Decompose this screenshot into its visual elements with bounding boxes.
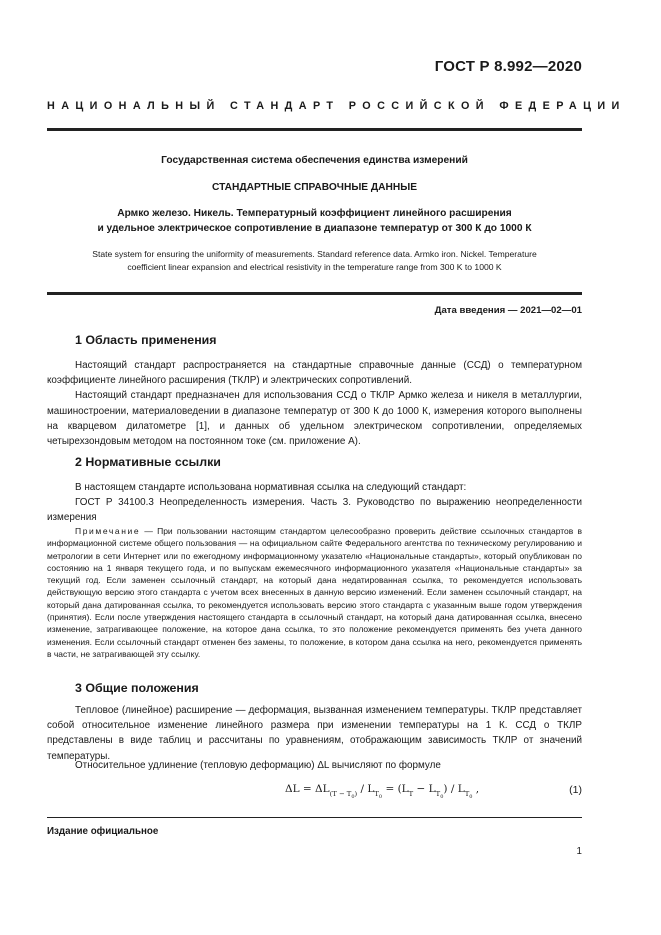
formula-number: (1) <box>569 784 582 796</box>
section-3-formula-intro-wrap <box>47 758 582 773</box>
page-number: 1 <box>576 846 582 857</box>
note-text: — При пользовании настоящим стандартом целесообразно проверить действие ссылочных стандартов в информационной системе общего пользования — на официальном сайте Федерального агентства по техническому регулированию и метрологии в сети Интернет или по ежегодному информационному указателю «Национальные стандарты», который опубликован по состоянию на 1 января текущего года, и по выпускам ежемесячного информационного указателя «Национальные стандарты» за текущий год. Если заменен ссылочный стандарт, на который дана недатированная ссылка, то рекомендуется использовать действующую версию этого стандарта с учетом всех внесенных в данную версию изменений. Если заменен ссылочный стандарт, на который дана датированная ссылка, то рекомендуется использовать версию этого стандарта с указанным выше годом утверждения (принятия). Если после утверждения настоящего стандарта в ссылочный стандарт, на который дана датированная ссылка, внесено изменение, затрагивающее положение, на которое дана ссылка, то это положение рекомендуется применять без учета данного изменения. Если ссылочный стандарт отменен без замены, то положение, в котором дана ссылка на него, рекомендуется применять в части, не затрагивающей эту ссылку. <box>47 526 582 659</box>
section-2-paragraph-1: В настоящем стандарте использована нормативная ссылка на следующий стандарт: <box>75 482 467 493</box>
section-1-paragraph-1: Настоящий стандарт распространяется на стандартные справочные данные (ССД) о температурном коэффициенте линейного расширения (ТКЛР) и электрических сопротивлений. <box>47 360 582 387</box>
national-standard-header: НАЦИОНАЛЬНЫЙ СТАНДАРТ РОССИЙСКОЙ ФЕДЕРАЦИИ <box>47 100 626 112</box>
official-edition-label: Издание официальное <box>47 826 159 837</box>
section-1-paragraph-2: Настоящий стандарт предназначен для использования ССД о ТКЛР Армко железа и никеля в металлургии, машиностроении, материаловедении в диапазоне температур от 300 К до 1000 К, измерения которого выполнены на кварцевом дилатометре [1], и данных об удельном электрическом сопротивлении, определяемых четырехзондовым методом на постоянном токе (см. приложение А). <box>47 390 582 448</box>
note-label: Примечание <box>75 526 141 536</box>
section-2-paragraph-2: ГОСТ Р 34100.3 Неопределенность измерения. Часть 3. Руководство по выражению неопределенности измерения <box>47 497 582 524</box>
section-2-body <box>47 480 582 526</box>
section-3-body <box>47 703 582 764</box>
standard-type: СТАНДАРТНЫЕ СПРАВОЧНЫЕ ДАННЫЕ <box>211 182 418 193</box>
formula-expression: $\Delta L = \Delta L_{(T - T_0)} / L_{T_0} = (L_T - L_{T_0}) / L_{T_0}$ , <box>285 783 480 800</box>
section-1-heading: 1 Область применения <box>75 333 217 347</box>
section-3-paragraph-2: Относительное удлинение (тепловую деформацию) ΔL вычисляют по формуле <box>75 760 441 771</box>
section-3-paragraph-1: Тепловое (линейное) расширение — деформация, вызванная изменением температуры. ТКЛР представляет собой относительное изменение линейного размера при изменении температуры на 1 К. ССД о ТКЛР представлены в виде таблиц и рассчитаны по уравнениям, отображающим зависимость ТКЛР от значений температуры. <box>47 705 582 762</box>
title-line-1: Армко железо. Никель. Температурный коэффициент линейного расширения <box>117 208 512 219</box>
formula-1 <box>47 781 582 803</box>
footer-rule <box>47 817 582 818</box>
document-title <box>47 206 582 236</box>
section-3-heading: 3 Общие положения <box>75 681 199 695</box>
header-rule <box>47 128 582 131</box>
english-title <box>47 248 582 273</box>
document-code: ГОСТ Р 8.992—2020 <box>434 58 582 75</box>
english-line-1: State system for ensuring the uniformity of measurements. Standard reference data. Armko iron. Nickel. Temperature <box>92 249 537 259</box>
introduction-date: Дата введения — 2021—02—01 <box>434 305 582 316</box>
title-line-2: и удельное электрическое сопротивление в диапазоне температур от 300 К до 1000 К <box>97 223 532 234</box>
section-2-heading: 2 Нормативные ссылки <box>75 455 221 469</box>
section-1-body <box>47 358 582 449</box>
title-rule <box>47 292 582 295</box>
english-line-2: coefficient linear expansion and electrical resistivity in the temperature range from 300 K to 1000 K <box>127 261 502 272</box>
note-paragraph <box>47 525 582 660</box>
system-title: Государственная система обеспечения единства измерений <box>161 155 468 166</box>
section-2-note <box>47 525 582 660</box>
